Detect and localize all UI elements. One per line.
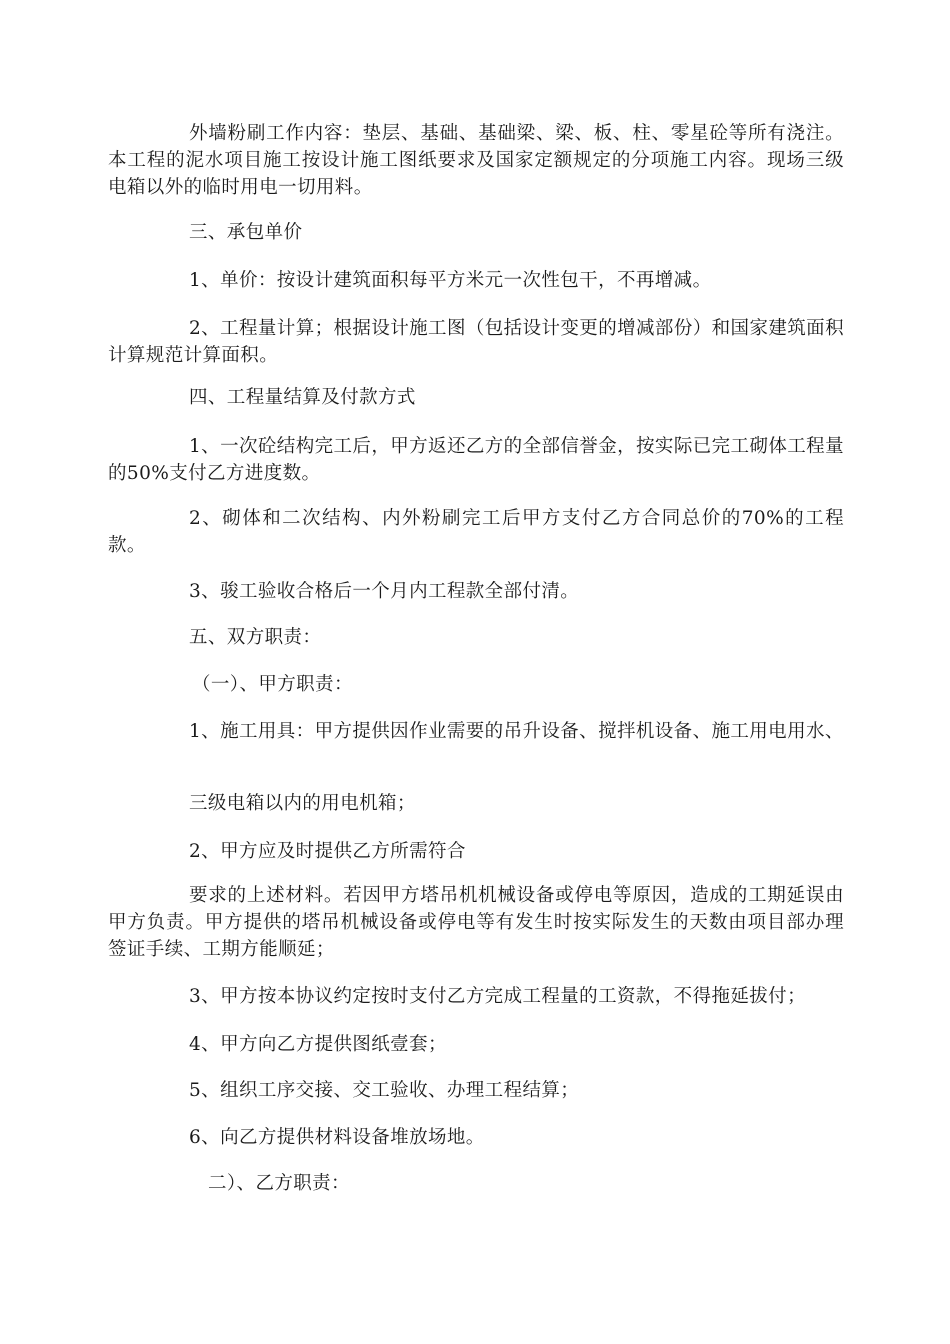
paragraph-party-a-handover: 5、组织工序交接、交工验收、办理工程结算； — [189, 1080, 580, 1101]
paragraph-exterior-plastering-scope: 外墙粉刷工作内容：垫层、基础、基础梁、梁、板、柱、零星砼等所有浇注。本工程的泥水项目施工按设计施工图纸要求及国家定额规定的分项施工内容。现场三级电箱以外的临时用电一切用料。 — [108, 123, 844, 198]
heading-party-a-duties: （一）、甲方职责： — [192, 674, 353, 695]
paragraph-party-a-drawings: 4、甲方向乙方提供图纸壹套； — [189, 1034, 447, 1055]
heading-responsibilities: 五、双方职责： — [189, 627, 322, 648]
paragraph-payment-1: 1、一次砼结构完工后，甲方返还乙方的全部信誉金，按实际已完工砌体工程量的50%支付乙方进度数。 — [108, 436, 844, 484]
paragraph-party-a-tools: 1、施工用具：甲方提供因作业需要的吊升设备、搅拌机设备、施工用电用水、 — [189, 721, 844, 742]
paragraph-payment-2: 2、砌体和二次结构、内外粉刷完工后甲方支付乙方合同总价的70%的工程款。 — [108, 508, 844, 556]
heading-party-b-duties: 二）、乙方职责： — [208, 1173, 350, 1194]
heading-contract-unit-price: 三、承包单价 — [189, 222, 303, 243]
paragraph-electrical-box: 三级电箱以内的用电机箱； — [189, 793, 416, 814]
heading-settlement-payment: 四、工程量结算及付款方式 — [189, 387, 416, 408]
paragraph-party-a-wage-payment: 3、甲方按本协议约定按时支付乙方完成工程量的工资款，不得拖延拔付； — [189, 986, 806, 1007]
paragraph-delay-responsibility: 要求的上述材料。若因甲方塔吊机机械设备或停电等原因，造成的工期延误由甲方负责。甲方提供的塔吊机械设备或停电等有发生时按实际发生的天数由项目部办理签证手续、工期方能顺延； — [108, 885, 844, 960]
paragraph-payment-3: 3、骏工验收合格后一个月内工程款全部付清。 — [189, 581, 580, 602]
paragraph-party-a-storage-site: 6、向乙方提供材料设备堆放场地。 — [189, 1127, 485, 1148]
paragraph-quantity-calculation: 2、工程量计算；根据设计施工图（包括设计变更的增减部份）和国家建筑面积计算规范计算面积。 — [108, 318, 844, 366]
paragraph-unit-price: 1、单价：按设计建筑面积每平方米元一次性包干，不再增减。 — [189, 270, 712, 291]
paragraph-party-a-materials: 2、甲方应及时提供乙方所需符合 — [189, 841, 466, 862]
